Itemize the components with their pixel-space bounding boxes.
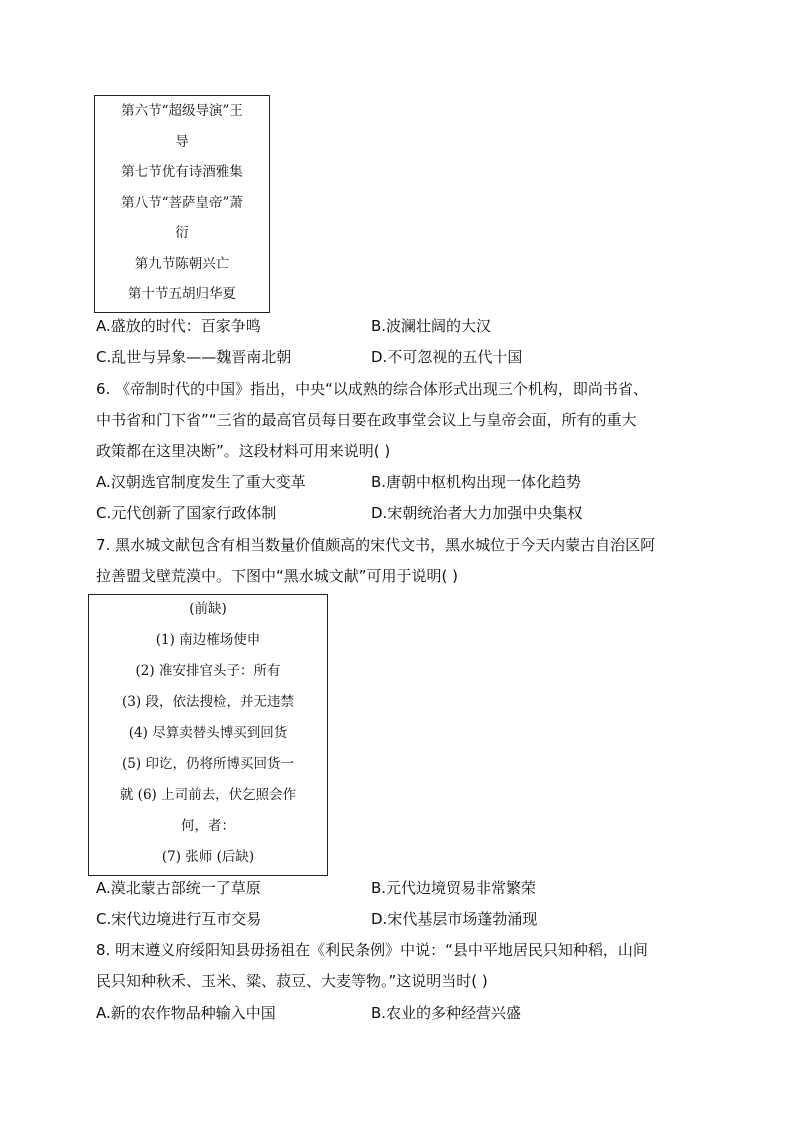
box-line: (1) 南边榷场使申: [155, 632, 261, 648]
box-line: (前缺): [189, 601, 227, 617]
q7-stem-line: 7. 黑水城文献包含有相当数量价值颇高的宋代文书，黑水城位于今天内蒙古自治区阿: [96, 536, 656, 554]
box-line: 导: [175, 133, 189, 150]
q5-option-c: C.乱世与异象——魏晋南北朝: [96, 348, 292, 366]
box-line: 第八节“菩萨皇帝”萧: [121, 194, 243, 211]
q6-stem-line: 中书省和门下省”“三省的最高官员每日要在政事堂会议上与皇帝会面，所有的重大: [96, 411, 637, 429]
q5-option-d: D.不可忽视的五代十国: [371, 348, 523, 366]
q7-option-b: B.元代边境贸易非常繁荣: [371, 879, 537, 897]
box-line: (2) 准安排官头子：所有: [135, 663, 281, 679]
q6-option-c: C.元代创新了国家行政体制: [96, 504, 277, 522]
q6-option-b: B.唐朝中枢机构出现一体化趋势: [371, 473, 582, 491]
box-line: 第七节优有诗酒雅集: [121, 164, 243, 180]
q7-option-c: C.宋代边境进行互市交易: [96, 910, 262, 928]
box-line: 第九节陈朝兴亡: [134, 255, 230, 272]
document-box-heishui: [88, 594, 328, 876]
box-line: 就 (6) 上司前去，伏乞照会作: [119, 787, 297, 803]
box-line: (5) 印讫，仍将所博买回货一: [122, 756, 294, 772]
box-line: (3) 段，依法搜检，并无违禁: [122, 694, 294, 710]
q6-stem-line: 政策都在这里决断”。这段材料可用来说明( ): [96, 442, 391, 460]
q6-option-a: A.汉朝选官制度发生了重大变革: [96, 473, 306, 491]
q6-stem-line: 6. 《帝制时代的中国》指出，中央“以成熟的综合体形式出现三个机构，即尚书省、: [96, 380, 648, 398]
q7-option-a: A.漠北蒙古部统一了草原: [96, 879, 261, 897]
box-line: 第十节五胡归华夏: [128, 286, 236, 302]
q5-option-b: B.波澜壮阔的大汉: [371, 317, 492, 335]
q7-option-d: D.宋代基层市场蓬勃涌现: [371, 910, 538, 928]
box-line: (4) 尽算卖替头博买到回货: [128, 725, 288, 741]
q7-stem-line: 拉善盟戈壁荒漠中。下图中“黑水城文献”可用于说明( ): [96, 567, 459, 585]
q8-option-a: A.新的农作物品种输入中国: [96, 1004, 276, 1022]
box-line: 何，者：: [181, 818, 235, 834]
q8-stem-line: 8. 明末遵义府绥阳知县毋扬祖在《利民条例》中说：“县中平地居民只知种稻，山间: [96, 941, 648, 959]
q5-option-a: A.盛放的时代：百家争鸣: [96, 317, 261, 335]
content-box-sections: [94, 95, 270, 313]
q8-stem-line: 民只知种秋禾、玉米、粱、菽豆、大麦等物。”这说明当时( ): [96, 972, 488, 990]
box-line: 第六节“超级导演”王: [121, 103, 243, 119]
box-line: 衍: [175, 225, 189, 241]
box-line: (7) 张师 (后缺): [161, 849, 255, 865]
q8-option-b: B.农业的多种经营兴盛: [371, 1004, 522, 1022]
q6-option-d: D.宋朝统治者大力加强中央集权: [371, 504, 583, 522]
